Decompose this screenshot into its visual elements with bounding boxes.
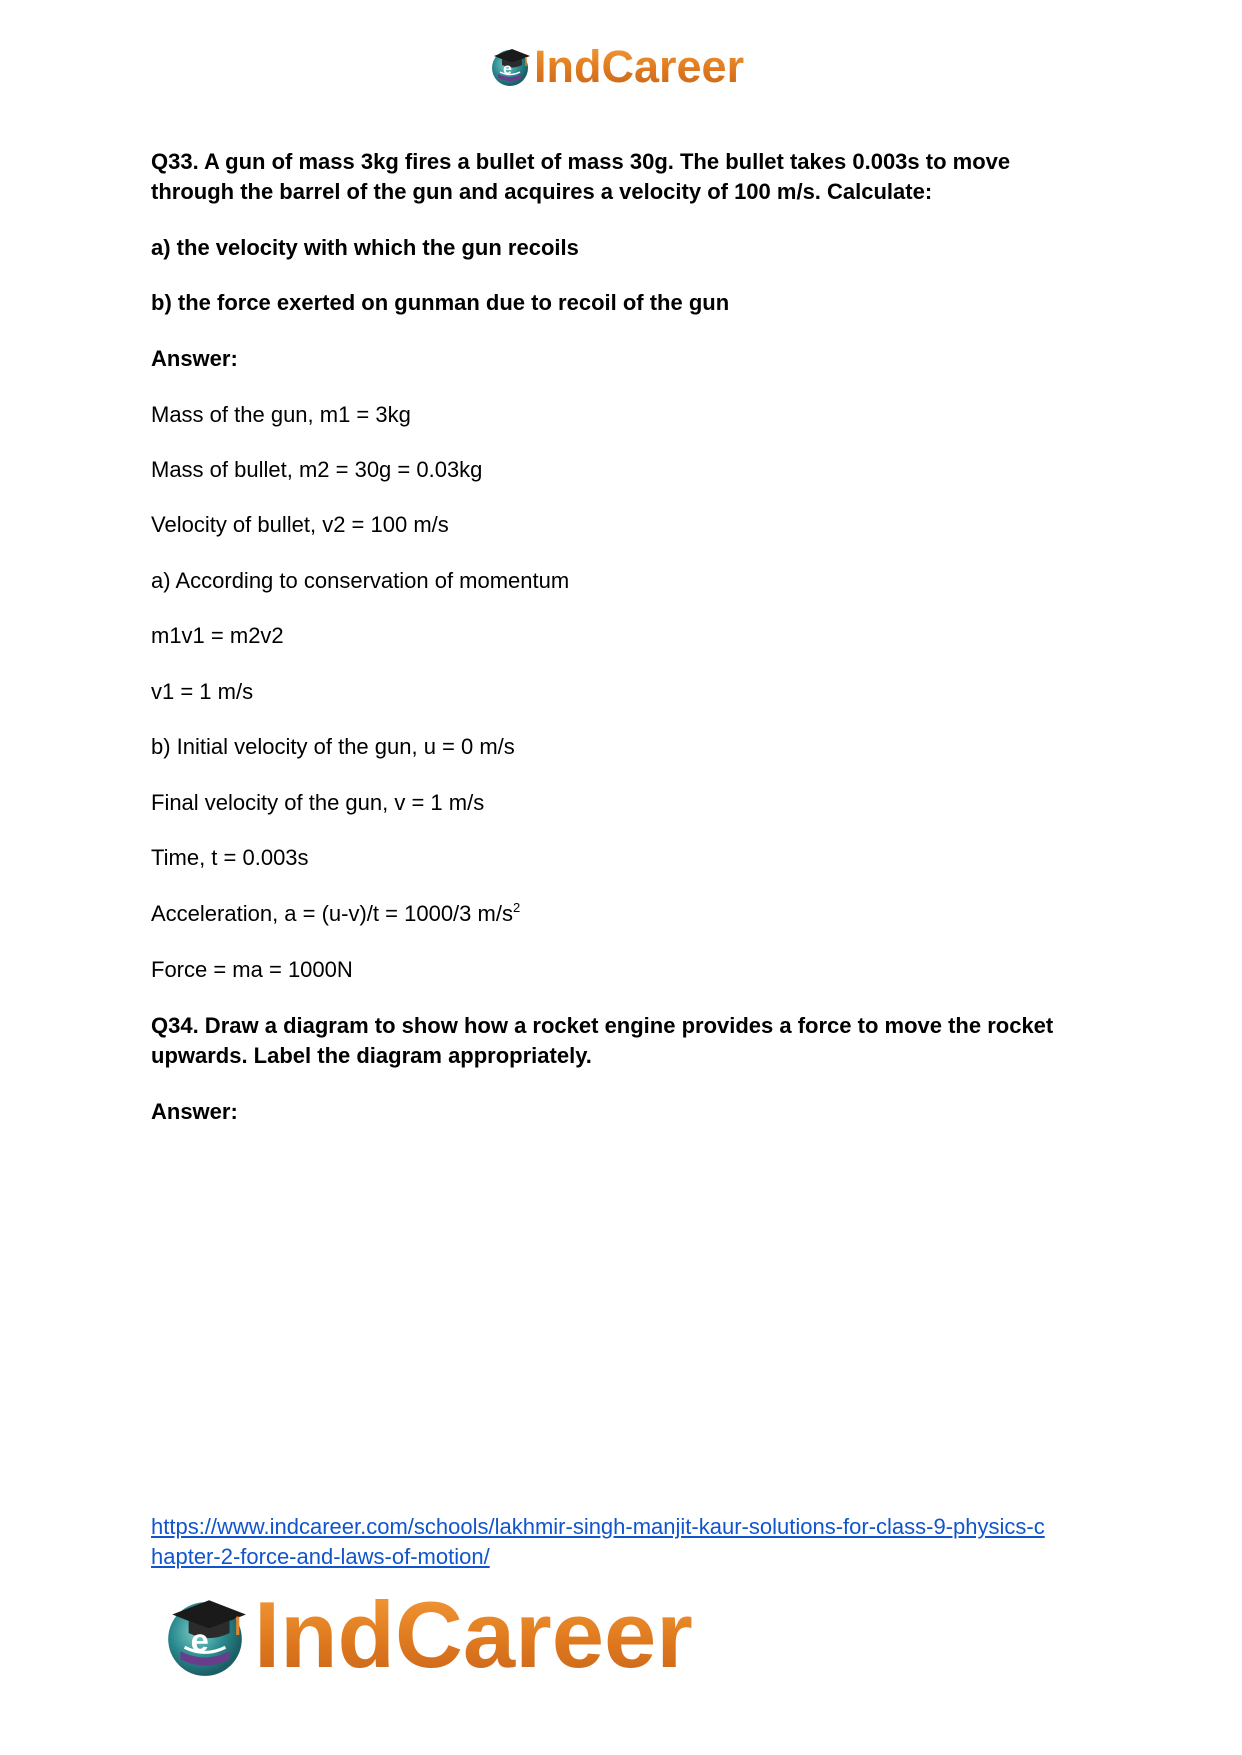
graduation-cap-globe-icon: [160, 1590, 250, 1680]
answer-line: Time, t = 0.003s: [151, 845, 309, 870]
q33-answer-label: Answer:: [151, 346, 238, 371]
q33-part-a: a) the velocity with which the gun recoils: [151, 235, 579, 260]
answer-line: Mass of the gun, m1 = 3kg: [151, 402, 411, 427]
svg-text:e: e: [190, 1621, 209, 1659]
source-link-line-2[interactable]: hapter-2-force-and-laws-of-motion/: [151, 1544, 490, 1569]
q33-question-line-2: through the barrel of the gun and acquires a velocity of 100 m/s. Calculate:: [151, 179, 933, 204]
acceleration-exponent: 2: [512, 900, 521, 915]
answer-line: m1v1 = m2v2: [151, 623, 284, 648]
acceleration-line: [151, 899, 520, 929]
q33-question-line-1: Q33. A gun of mass 3kg fires a bullet of mass 30g. The bullet takes 0.003s to move: [151, 149, 1011, 174]
answer-line: Velocity of bullet, v2 = 100 m/s: [151, 512, 449, 537]
svg-text:e: e: [503, 61, 512, 78]
q34-answer-label: Answer:: [151, 1099, 238, 1124]
q34-question-line-1: Q34. Draw a diagram to show how a rocket engine provides a force to move the rocket: [151, 1013, 1054, 1038]
header-logo: [488, 40, 744, 92]
logo-wordmark: IndCareer: [534, 40, 745, 92]
logo-wordmark: IndCareer: [254, 1582, 693, 1687]
q33-part-b: b) the force exerted on gunman due to recoil of the gun: [151, 290, 730, 315]
answer-line: Final velocity of the gun, v = 1 m/s: [151, 790, 485, 815]
footer-logo: [160, 1580, 693, 1690]
answer-line: a) According to conservation of momentum: [151, 568, 570, 593]
graduation-cap-globe-icon: [488, 44, 532, 88]
q34-question-line-2: upwards. Label the diagram appropriately.: [151, 1043, 592, 1068]
answer-line: Mass of bullet, m2 = 30g = 0.03kg: [151, 457, 483, 482]
acceleration-text: Acceleration, a = (u-v)/t = 1000/3 m/s: [151, 901, 513, 926]
answer-line: b) Initial velocity of the gun, u = 0 m/s: [151, 734, 515, 759]
force-line: Force = ma = 1000N: [151, 957, 353, 982]
source-link-line-1[interactable]: https://www.indcareer.com/schools/lakhmir-singh-manjit-kaur-solutions-for-class-9-physics-c: [151, 1514, 1045, 1539]
answer-line: v1 = 1 m/s: [151, 679, 254, 704]
